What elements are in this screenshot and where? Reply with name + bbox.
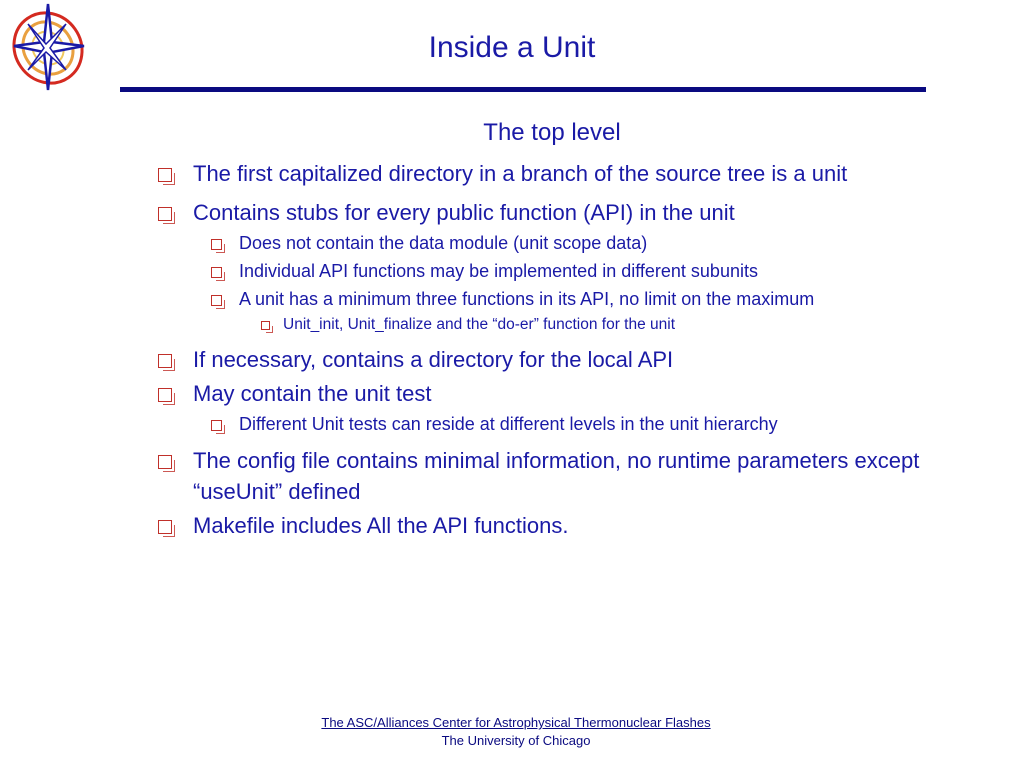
bullet-text: The config file contains minimal information, no runtime parameters except “useUnit” defined xyxy=(193,448,920,504)
bullet-text: Unit_init, Unit_finalize and the “do-er” function for the unit xyxy=(283,316,676,333)
sub-bullet-item xyxy=(155,230,935,256)
square-bullet-icon xyxy=(261,321,270,330)
slide-subtitle: The top level xyxy=(483,119,621,146)
square-bullet-icon xyxy=(211,267,222,278)
sub-bullet-item xyxy=(155,286,935,312)
bullet-text: Contains stubs for every public function (API) in the unit xyxy=(193,200,735,225)
bullet-text: Does not contain the data module (unit scope data) xyxy=(239,233,648,253)
slide-title: Inside a Unit xyxy=(428,31,596,64)
bullet-item xyxy=(155,378,935,409)
bullet-item xyxy=(155,344,935,375)
square-bullet-icon xyxy=(158,520,172,534)
bullet-item xyxy=(155,197,935,228)
square-bullet-icon xyxy=(211,295,222,306)
bullet-text: If necessary, contains a directory for the local API xyxy=(193,347,674,372)
bullet-text: A unit has a minimum three functions in its API, no limit on the maximum xyxy=(239,289,815,309)
bullet-text: Makefile includes All the API functions. xyxy=(193,513,569,538)
bullet-text: Individual API functions may be implemented in different subunits xyxy=(239,261,758,281)
square-bullet-icon xyxy=(158,168,172,182)
bullet-item xyxy=(155,445,935,507)
footer xyxy=(0,714,1024,750)
square-bullet-icon xyxy=(211,239,222,250)
title-divider xyxy=(120,87,926,92)
footer-university: The University of Chicago xyxy=(441,733,591,748)
square-bullet-icon xyxy=(158,455,172,469)
footer-center-link[interactable]: The ASC/Alliances Center for Astrophysical Thermonuclear Flashes xyxy=(321,715,711,730)
square-bullet-icon xyxy=(211,420,222,431)
square-bullet-icon xyxy=(158,354,172,368)
bullet-item xyxy=(155,158,935,189)
bullet-text: May contain the unit test xyxy=(193,381,432,406)
sub-bullet-item xyxy=(155,411,935,437)
sub-bullet-item xyxy=(155,258,935,284)
sub-sub-bullet-item xyxy=(155,314,935,336)
bullet-text: The first capitalized directory in a branch of the source tree is a unit xyxy=(193,161,848,186)
square-bullet-icon xyxy=(158,207,172,221)
bullet-item xyxy=(155,510,935,541)
bullet-text: Different Unit tests can reside at different levels in the unit hierarchy xyxy=(239,414,778,434)
square-bullet-icon xyxy=(158,388,172,402)
bullet-list xyxy=(155,155,935,541)
